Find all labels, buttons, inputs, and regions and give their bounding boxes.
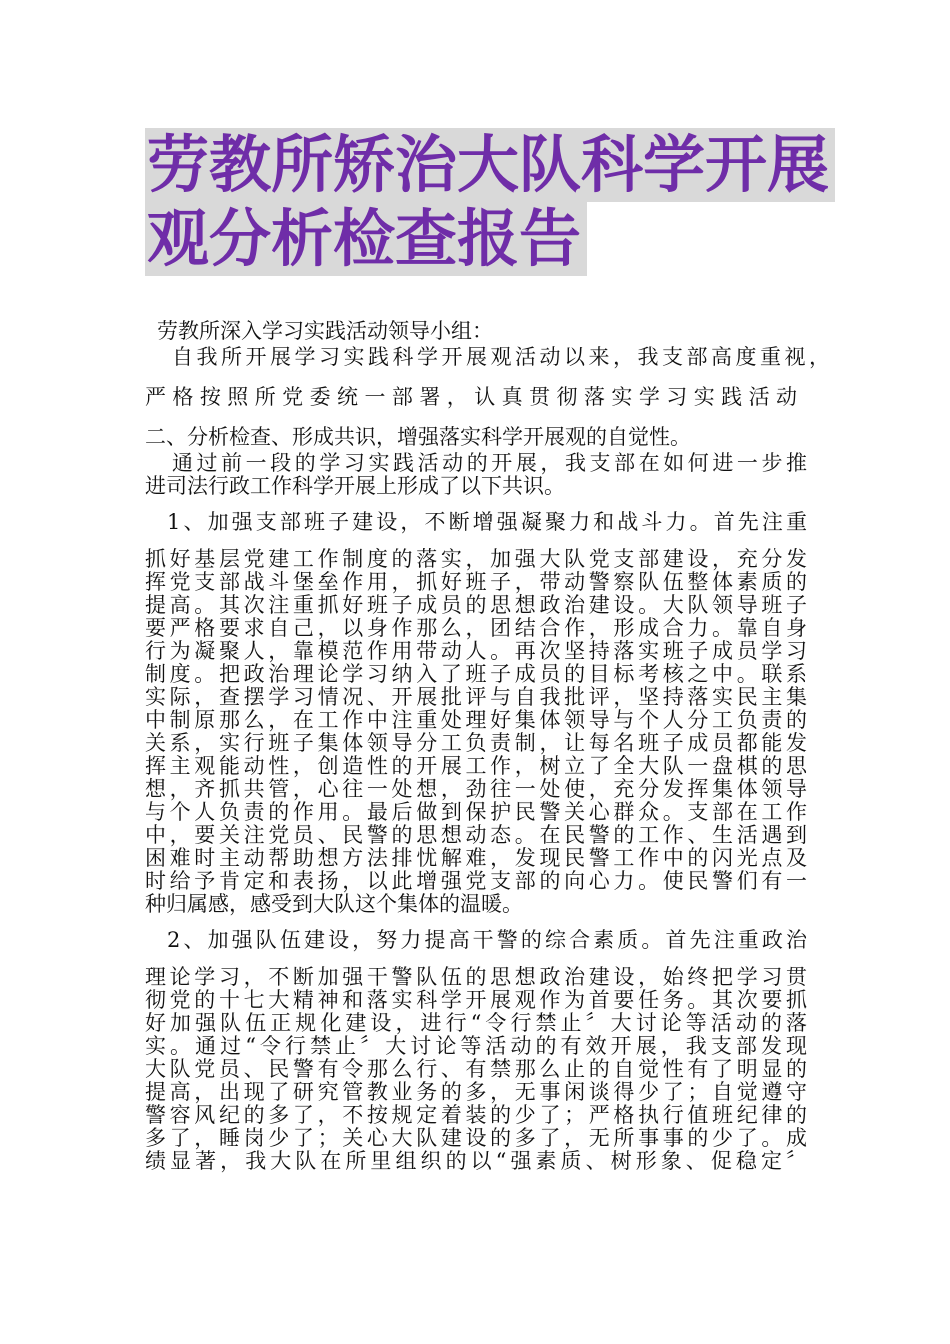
paragraph-line: 理论学习，不断加强干警队伍的思想政治建设，始终把学习贯 xyxy=(145,965,807,989)
paragraph-line: 彻党的十七大精神和落实科学开展观作为首要任务。其次要抓 xyxy=(145,988,807,1012)
paragraph-line: 好加强队伍正规化建设，进行“令行禁止〞大讨论等活动的落 xyxy=(145,1011,807,1035)
paragraph-line: 提高，出现了研究管教业务的多，无事闲谈得少了；自觉遵守 xyxy=(145,1080,807,1104)
paragraph-line: 实际，查摆学习情况、开展批评与自我批评，坚持落实民主集 xyxy=(145,685,807,709)
paragraph-line: 严格按照所党委统一部署，认真贯彻落实学习实践活动 xyxy=(145,385,797,409)
paragraph-line: 实。通过“令行禁止〞大讨论等活动的有效开展，我支部发现 xyxy=(145,1034,807,1058)
paragraph-line: 抓好基层党建工作制度的落实，加强大队党支部建设，充分发 xyxy=(145,547,807,571)
paragraph-line: 中，要关注党员、民警的思想动态。在民警的工作、生活遇到 xyxy=(145,823,807,847)
paragraph-line: 大队党员、民警有令那么行、有禁那么止的自觉性有了明显的 xyxy=(145,1057,807,1081)
paragraph-line: 1、加强支部班子建设，不断增强凝聚力和战斗力。首先注重 xyxy=(167,510,807,534)
paragraph-line: 想，齐抓共管，心往一处想，劲往一处使，充分发挥集体领导 xyxy=(145,777,807,801)
paragraph-line: 自我所开展学习实践科学开展观活动以来，我支部高度重视， xyxy=(172,345,830,369)
paragraph-line: 进司法行政工作科学开展上形成了以下共识。 xyxy=(145,474,565,498)
paragraph-line: 行为凝聚人，靠模范作用带动人。再次坚持落实班子成员学习 xyxy=(145,639,807,663)
paragraph-line: 绩显著，我大队在所里组织的以“强素质、树形象、促稳定〞 xyxy=(145,1149,807,1173)
paragraph-line: 困难时主动帮助想方法排忧解难，发现民警工作中的闪光点及 xyxy=(145,846,807,870)
paragraph-line: 时给予肯定和表扬，以此增强党支部的向心力。使民警们有一 xyxy=(145,869,807,893)
paragraph-line: 制度。把政治理论学习纳入了班子成员的目标考核之中。联系 xyxy=(145,662,807,686)
paragraph-line: 与个人负责的作用。最后做到保护民警关心群众。支部在工作 xyxy=(145,800,807,824)
paragraph-line: 关系，实行班子集体领导分工负责制，让每名班子成员都能发 xyxy=(145,731,807,755)
paragraph-line: 挥党支部战斗堡垒作用，抓好班子，带动警察队伍整体素质的 xyxy=(145,570,807,594)
paragraph-line: 2、加强队伍建设，努力提高干警的综合素质。首先注重政治 xyxy=(167,928,807,952)
paragraph-line: 多了，睡岗少了；关心大队建设的多了，无所事事的少了。成 xyxy=(145,1126,807,1150)
paragraph-addressee: 劳教所深入学习实践活动领导小组： xyxy=(157,319,493,343)
document-title-line-1: 劳教所矫治大队科学开展 xyxy=(145,128,835,202)
paragraph-line: 警容风纪的多了，不按规定着装的少了；严格执行值班纪律的 xyxy=(145,1103,807,1127)
paragraph-line: 种归属感，感受到大队这个集体的温暖。 xyxy=(145,892,523,916)
section-heading: 二、分析检查、形成共识，增强落实科学开展观的自觉性。 xyxy=(145,425,691,449)
document-title-line-2: 观分析检查报告 xyxy=(145,202,587,276)
paragraph-line: 要严格要求自己，以身作那么，团结合作，形成合力。靠自身 xyxy=(145,616,807,640)
paragraph-line: 挥主观能动性，创造性的开展工作，树立了全大队一盘棋的思 xyxy=(145,754,807,778)
paragraph-line: 中制原那么，在工作中注重处理好集体领导与个人分工负责的 xyxy=(145,708,807,732)
paragraph-line: 提高。其次注重抓好班子成员的思想政治建设。大队领导班子 xyxy=(145,593,807,617)
paragraph-line: 通过前一段的学习实践活动的开展，我支部在如何进一步推 xyxy=(172,451,807,475)
